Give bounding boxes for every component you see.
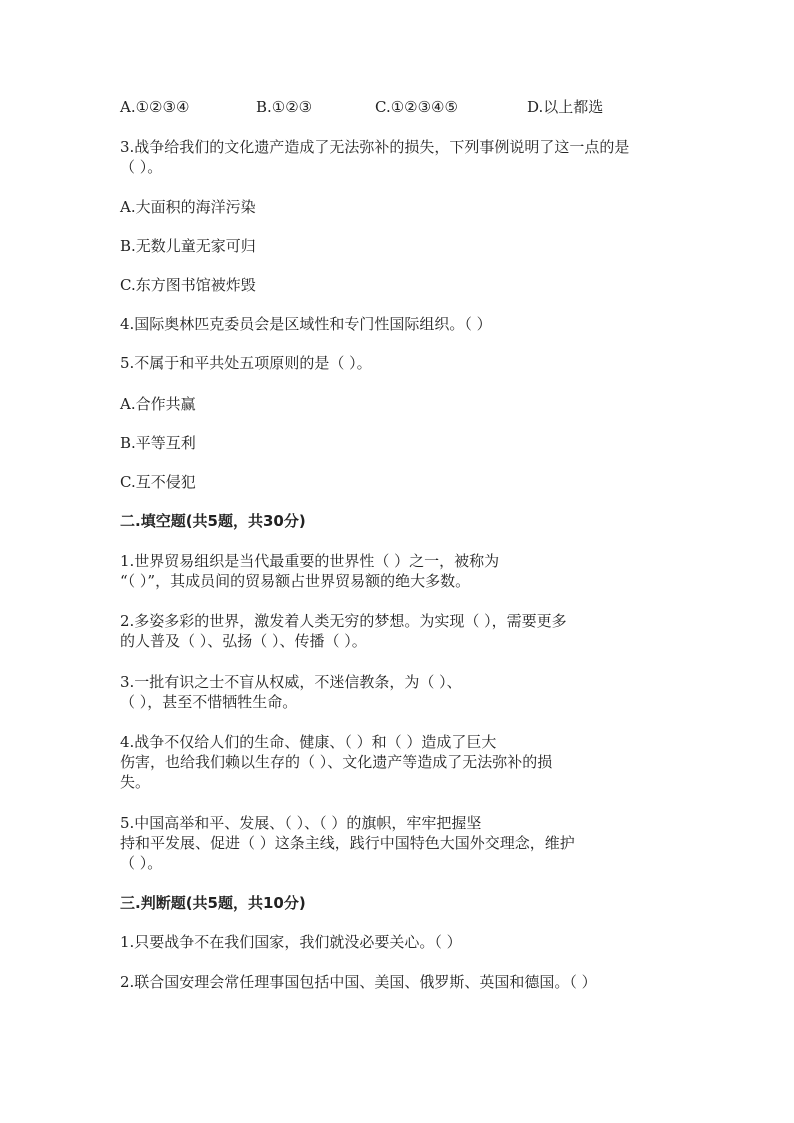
question-4: 4.国际奥林匹克委员会是区域性和专门性国际组织。（ ） [120, 315, 492, 333]
fill-q1-line2: “（ ）”，其成员间的贸易额占世界贸易额的绝大多数。 [120, 572, 471, 590]
fill-q5-line2: 持和平发展、促进（ ）这条主线，践行中国特色大国外交理念，维护 [120, 834, 575, 852]
question-3-line2: （ ）。 [120, 158, 163, 176]
judge-q2: 2.联合国安理会常任理事国包括中国、美国、俄罗斯、英国和德国。（ ） [120, 973, 597, 991]
fill-q5-line1: 5.中国高举和平、发展、（ ）、（ ）的旗帜，牢牢把握坚 [120, 814, 482, 832]
fill-q4-line1: 4.战争不仅给人们的生命、健康、（ ）和（ ）造成了巨大 [120, 733, 497, 751]
fill-q3-line2: （ ），甚至不惜牺牲生命。 [120, 693, 298, 711]
section-2-heading: 二.填空题(共5题，共30分) [120, 512, 306, 530]
section-3-heading: 三.判断题(共5题，共10分) [120, 894, 306, 912]
question-5-option-c: C.互不侵犯 [120, 473, 196, 491]
fill-q4-line3: 失。 [120, 773, 151, 791]
option-a: A.①②③④ [120, 98, 190, 116]
option-c: C.①②③④⑤ [375, 98, 458, 116]
question-3-option-b: B.无数儿童无家可归 [120, 237, 256, 255]
question-5-option-a: A.合作共赢 [120, 395, 196, 413]
fill-q4-line2: 伤害，也给我们赖以生存的（ ）、文化遗产等造成了无法弥补的损 [120, 753, 553, 771]
fill-q5-line3: （ ）。 [120, 854, 163, 872]
judge-q1: 1.只要战争不在我们国家，我们就没必要关心。（ ） [120, 933, 462, 951]
question-5: 5.不属于和平共处五项原则的是（ ）。 [120, 354, 372, 372]
question-5-option-b: B.平等互利 [120, 434, 196, 452]
fill-q2-line1: 2.多姿多彩的世界，激发着人类无穷的梦想。为实现（ ），需要更多 [120, 612, 567, 630]
fill-q3-line1: 3.一批有识之士不盲从权威，不迷信教条，为（ ）、 [120, 673, 462, 691]
option-d: D.以上都选 [527, 98, 604, 116]
question-3-line1: 3.战争给我们的文化遗产造成了无法弥补的损失，下列事例说明了这一点的是 [120, 138, 630, 156]
fill-q1-line1: 1.世界贸易组织是当代最重要的世界性（ ）之一，被称为 [120, 552, 500, 570]
question-3-option-a: A.大面积的海洋污染 [120, 198, 256, 216]
fill-q2-line2: 的人普及（ ）、弘扬（ ）、传播（ ）。 [120, 632, 367, 650]
question-3-option-c: C.东方图书馆被炸毁 [120, 276, 256, 294]
option-b: B.①②③ [256, 98, 313, 116]
